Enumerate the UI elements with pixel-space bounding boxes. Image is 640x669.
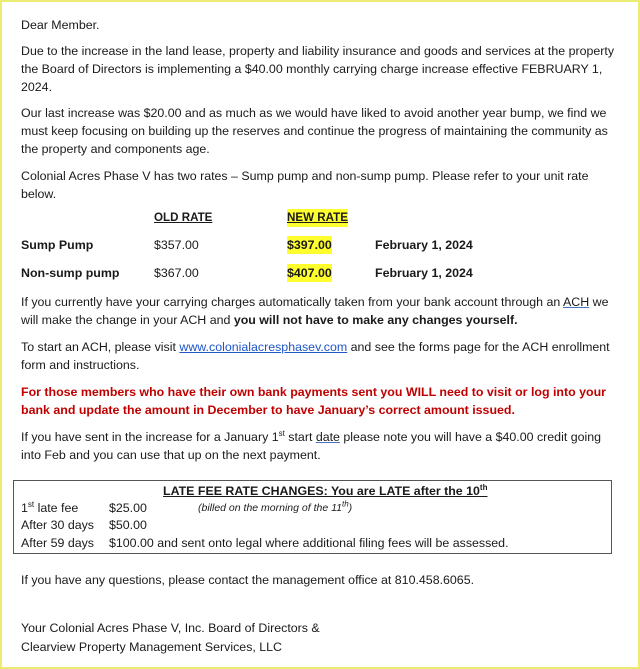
website-link[interactable]: www.colonialacresphasev.com — [179, 340, 348, 354]
ach-text-b: we will make the change in your ACH and — [21, 295, 609, 327]
late-fee-box — [13, 480, 612, 554]
ach-bold-text: you will not have to make any changes yourself. — [233, 313, 518, 327]
late-fee-row-label: After 30 days — [21, 518, 95, 532]
paragraph-credit — [21, 428, 621, 464]
late-fee-first-num: 1 — [21, 501, 28, 515]
ach-text-a: If you currently have your carrying charges automatically taken from your bank account through an — [21, 295, 564, 309]
late-fee-first-rest: late fee — [34, 501, 79, 515]
credit-text-c: please note you will have a $40.00 credit going into Feb and you can use that up on the next payment. — [21, 430, 602, 462]
rate-row-date: February 1, 2024 — [375, 238, 473, 252]
signature-line-2: Clearview Property Management Services, LLC — [21, 640, 283, 654]
signature-block — [21, 619, 320, 657]
late-fee-first-sup: st — [27, 499, 35, 509]
late-fee-row-amount: $100.00 and sent onto legal where additional filing fees will be assessed. — [109, 536, 509, 550]
rate-row-old: $367.00 — [154, 266, 199, 280]
rate-table — [21, 209, 621, 293]
late-fee-note-sup: th — [341, 499, 349, 509]
paragraph-start-ach — [21, 338, 621, 374]
ach-word: ACH — [563, 295, 590, 309]
rate-row-label: Sump Pump — [21, 238, 94, 252]
rate-row-new: $407.00 — [287, 266, 332, 280]
old-rate-header: OLD RATE — [154, 211, 213, 224]
late-fee-title — [163, 484, 487, 498]
rate-row-old: $357.00 — [154, 238, 199, 252]
red-notice: For those members who have their own bank payments sent you WILL need to visit or log into your bank and update the amount in December to have January’s correct amount issued. — [21, 385, 606, 417]
credit-date-word: date — [315, 430, 340, 444]
paragraph-increase: Due to the increase in the land lease, property and liability insurance and goods and services at the property the Board of Directors is implementing a $40.00 monthly carrying charge increase effective FEBRUARY 1, 2024. — [21, 44, 615, 94]
rate-row-label: Non-sump pump — [21, 266, 120, 280]
credit-text-b: start — [284, 430, 316, 444]
rate-row-new: $397.00 — [287, 238, 332, 252]
late-fee-row-label — [21, 501, 78, 515]
contact-line: If you have any questions, please contact the management office at 810.458.6065. — [21, 573, 475, 587]
signature-line-1: Your Colonial Acres Phase V, Inc. Board of Directors & — [21, 621, 320, 635]
late-fee-title-text: LATE FEE RATE CHANGES: You are LATE after the 10 — [163, 484, 480, 498]
late-fee-note — [198, 499, 353, 514]
late-fee-row-amount: $25.00 — [109, 501, 147, 515]
credit-text-a: If you have sent in the increase for a January 1 — [21, 430, 279, 444]
late-fee-row-label: After 59 days — [21, 536, 95, 550]
letter-body — [21, 16, 621, 464]
late-fee-title-sup: th — [479, 482, 488, 492]
start-ach-text-b: and see the forms page for the ACH enrollment form and instructions. — [21, 340, 610, 372]
late-fee-note-text: (billed on the morning of the 11 — [198, 502, 342, 514]
new-rate-header: NEW RATE — [287, 209, 348, 227]
greeting: Dear Member. — [21, 18, 100, 32]
paragraph-ach — [21, 293, 621, 329]
late-fee-note-end: ) — [348, 502, 353, 514]
rate-row-date: February 1, 2024 — [375, 266, 473, 280]
start-ach-text-a: To start an ACH, please visit — [21, 340, 180, 354]
paragraph-last-increase: Our last increase was $20.00 and as much as we would have liked to avoid another year bump, we find we must keep focusing on building up the reserves and continue the progress of maintaining the community as the property and components age. — [21, 106, 608, 156]
late-fee-row-amount: $50.00 — [109, 518, 147, 532]
credit-sup: st — [278, 428, 285, 438]
paragraph-rates-intro: Colonial Acres Phase V has two rates – Sump pump and non-sump pump. Please refer to your unit rate below. — [21, 169, 589, 201]
